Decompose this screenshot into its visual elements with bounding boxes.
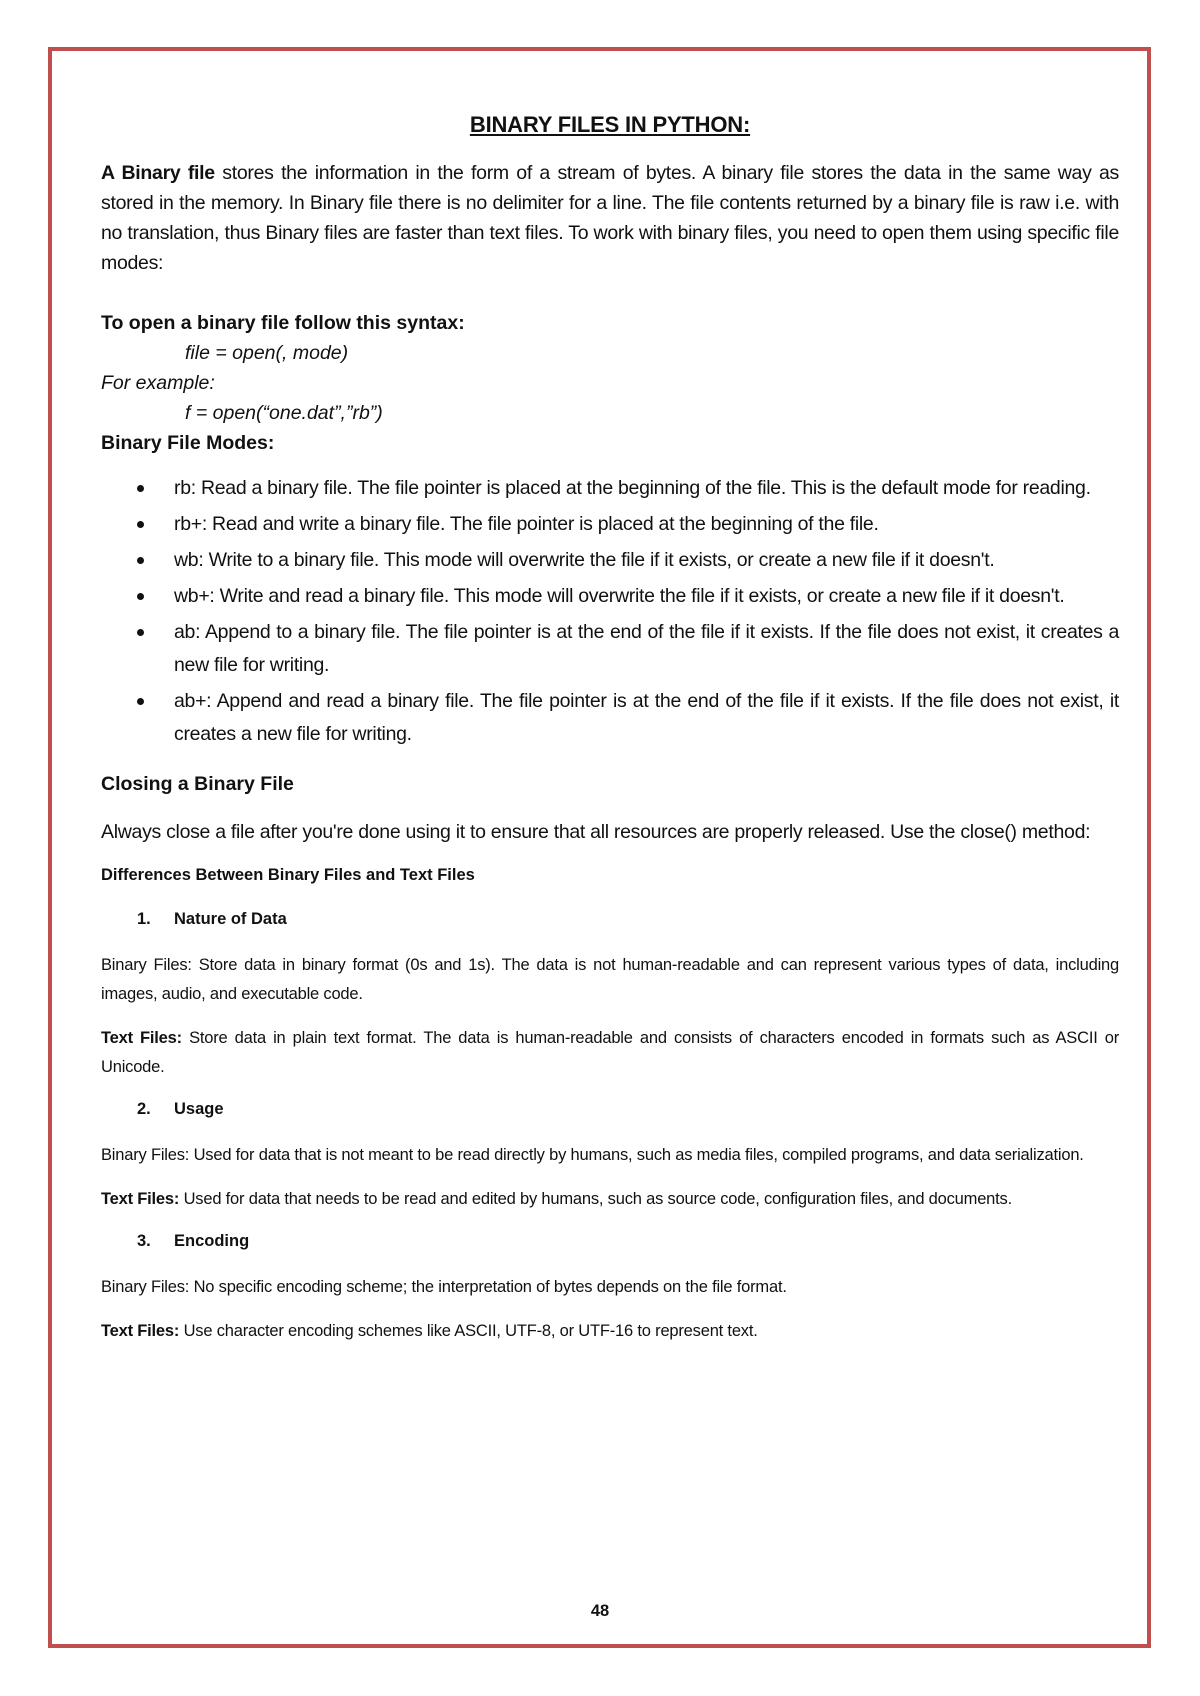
binary-files-paragraph <box>101 951 1119 1009</box>
bullet-icon <box>137 485 144 492</box>
closing-paragraph: Always close a file after you're done using it to ensure that all resources are properly released. Use the close() method: <box>101 821 1091 843</box>
intro-text: stores the information in the form of a stream of bytes. A binary file stores the data in the same way as stored in the memory. In Binary file there is no delimiter for a line. The file contents returned by a binary file is raw i.e. with no translation, thus Binary files are faster than text files. To work with binary files, you need to open them using specific file modes: <box>101 162 1119 274</box>
binary-files-paragraph <box>101 1273 1119 1302</box>
syntax-heading: To open a binary file follow this syntax: <box>101 312 465 334</box>
page-content <box>101 112 1119 1361</box>
differences-heading: Differences Between Binary Files and Text Files <box>101 866 475 884</box>
intro-paragraph <box>101 158 1119 278</box>
binary-files-text: Store data in binary format (0s and 1s). The data is not human-readable and can represent various types of data, including images, audio, and executable code. <box>101 956 1119 1003</box>
mode-text: wb: Write to a binary file. This mode will overwrite the file if it exists, or create a new file if it doesn't. <box>174 549 995 571</box>
example-label: For example: <box>101 372 215 394</box>
bullet-icon <box>137 629 144 636</box>
syntax-code: file = open(, mode) <box>185 342 349 364</box>
bullet-icon <box>137 557 144 564</box>
mode-text: wb+: Write and read a binary file. This mode will overwrite the file if it exists, or create a new file if it doesn't. <box>174 585 1065 607</box>
page-title: BINARY FILES IN PYTHON: <box>469 112 751 137</box>
modes-heading: Binary File Modes: <box>101 432 275 454</box>
text-files-label: Text Files: <box>101 1190 180 1208</box>
mode-text: rb+: Read and write a binary file. The file pointer is placed at the beginning of the file. <box>174 513 879 535</box>
list-item <box>101 472 1119 505</box>
example-code: f = open(“one.dat”,”rb”) <box>185 402 383 424</box>
binary-files-text: Used for data that is not meant to be read directly by humans, such as media files, compiled programs, and data serialization. <box>189 1146 1084 1164</box>
section-title: Encoding <box>174 1232 250 1250</box>
list-item <box>101 544 1119 577</box>
intro-bold-term: A Binary file <box>101 162 215 184</box>
bullet-icon <box>137 698 144 705</box>
binary-files-label: Binary Files: <box>101 956 192 974</box>
mode-text: ab: Append to a binary file. The file pointer is at the end of the file if it exists. If the file does not exist, it creates a new file for writing. <box>174 621 1119 676</box>
section-number: 2. <box>137 1100 151 1118</box>
mode-text: rb: Read a binary file. The file pointer is placed at the beginning of the file. This is the default mode for reading. <box>174 477 1091 499</box>
binary-files-text: No specific encoding scheme; the interpretation of bytes depends on the file format. <box>189 1278 787 1296</box>
text-files-text: Store data in plain text format. The data is human-readable and consists of characters encoded in formats such as ASCII or Unicode. <box>101 1029 1119 1076</box>
binary-files-paragraph <box>101 1141 1119 1170</box>
list-item <box>101 580 1119 613</box>
text-files-label: Text Files: <box>101 1322 180 1340</box>
binary-files-label: Binary Files: <box>101 1278 190 1296</box>
bullet-icon <box>137 593 144 600</box>
section-heading-usage <box>101 1097 1119 1121</box>
bullet-icon <box>137 521 144 528</box>
section-number: 1. <box>137 910 151 928</box>
section-title: Usage <box>174 1100 224 1118</box>
binary-files-label: Binary Files: <box>101 1146 190 1164</box>
closing-heading: Closing a Binary File <box>101 773 294 795</box>
list-item <box>101 508 1119 541</box>
text-files-paragraph <box>101 1317 1119 1346</box>
section-title: Nature of Data <box>174 910 287 928</box>
mode-text: ab+: Append and read a binary file. The file pointer is at the end of the file if it exists. If the file does not exist, it creates a new file for writing. <box>174 690 1119 745</box>
text-files-label: Text Files: <box>101 1029 182 1047</box>
section-heading-encoding <box>101 1229 1119 1253</box>
section-heading-nature <box>101 907 1119 931</box>
text-files-text: Used for data that needs to be read and edited by humans, such as source code, configuration files, and documents. <box>179 1190 1012 1208</box>
modes-list <box>101 472 1119 751</box>
page-number: 48 <box>590 1602 610 1620</box>
text-files-paragraph <box>101 1185 1119 1214</box>
text-files-text: Use character encoding schemes like ASCII, UTF-8, or UTF-16 to represent text. <box>179 1322 758 1340</box>
list-item <box>101 616 1119 682</box>
section-number: 3. <box>137 1232 151 1250</box>
text-files-paragraph <box>101 1024 1119 1082</box>
list-item <box>101 685 1119 751</box>
